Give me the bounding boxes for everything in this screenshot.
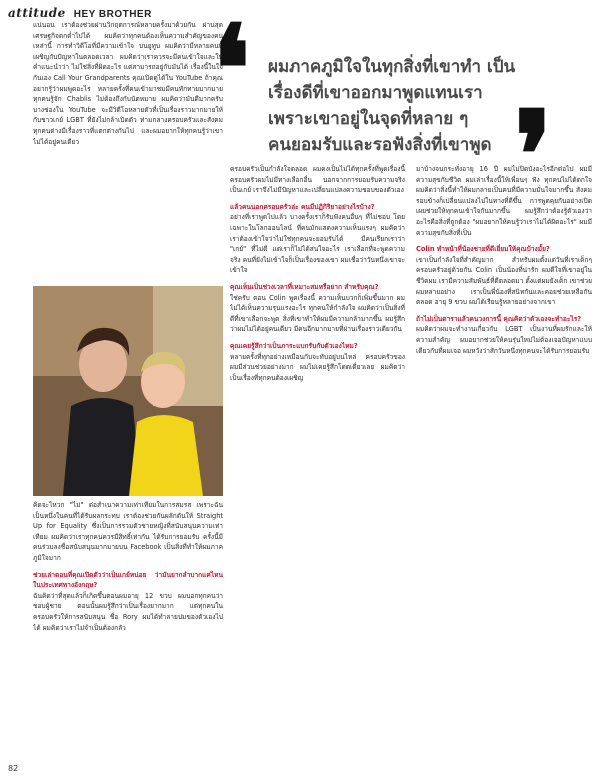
column-3 xyxy=(416,164,592,764)
body-paragraph: ใช่ครับ ตอน Colin พูดเรื่องนี้ ความเห็นบวกก็เพิ่มขึ้นมาก ผมไม่ได้เห็นความรุนแรงอะไร ทุกคนให้กำลังใจ ผมคิดว่าเป็นสิ่งที่ดีที่เขาเลือกจะพูด สิ่งที่เขาทำให้ผมมีความกล้ามากขึ้น ผมรู้สึกว่าผมไม่ได้อยู่คนเดียว มีคนอีกมากมายที่ผ่านเรื่องราวเดียวกัน xyxy=(230,293,405,334)
body-paragraph: เขาเป็นกำลังใจที่สำคัญมาก สำหรับผมตั้งแต่วันที่เราเด็กๆ ครอบครัวอยู่ด้วยกัน Colin เป็นน้องที่น่ารัก ผมดีใจที่เขาอยู่ในชีวิตผม เรามีความสัมพันธ์ที่ดีตลอดมา ตั้งแต่ผมยังเด็ก เขาช่วยผมหลายอย่าง เราเป็นพี่น้องที่สนิทกันและคอยช่วยเหลือกันตลอด อายุ 9 ขวบ ผมได้เรียนรู้หลายอย่างจากเขา xyxy=(416,255,592,307)
pull-quote-line: ผมภาคภูมิใจในทุกสิ่งที่เขาทำ เป็น xyxy=(268,57,516,77)
column-1-top xyxy=(33,20,223,280)
pull-quote-line: เพราะเขาอยู่ในจุดที่หลาย ๆ xyxy=(268,109,469,129)
question-heading: คุณเห็นเป็นช่วงเวลาที่เหมาะสมหรือยาก สำหรับคุณ? xyxy=(230,282,379,291)
body-paragraph: คิดจะไหวก "ไม่" ต่อสำเนาความเท่าเทียมในการสมรส เพราะฉันเป็นหนึ่งในคนที่ได้รับผลกระทบ เราต้องช่วยกันผลักดันให้ Straight Up for Equality ซึ่งเป็นการรวมตัวชายหญิงที่สนับสนุนความเท่าเทียม ผมคิดว่าเราทุกคนควรมีสิทธิ์เท่ากัน ได้รับการยอมรับ ครั้งนี้มีคนร่วมลงชื่อสนับสนุนมากมายบน Facebook เป็นสิ่งที่ทำให้ผมภาคภูมิใจมาก xyxy=(33,501,223,562)
body-paragraph: อย่างที่เราพูดไปแล้ว บางครั้งเราก็รับฟังคนอื่นๆ ที่ไม่ชอบ โดยเฉพาะในโลกออนไลน์ ที่คนมักแสดงความเห็นแรงๆ ผมคิดว่าเราต้องเข้าใจว่าไม่ใช่ทุกคนจะยอมรับได้ มีคนเรียกเราว่า "เกย์" ที่ไม่ดี แต่เราก็ไม่ได้สนใจอะไร เราเลือกที่จะพูดความจริง คนที่ยังไม่เข้าใจก็เป็นเรื่องของเขา ผมเชื่อว่าวันหนึ่งเขาจะเข้าใจ xyxy=(230,213,405,275)
body-paragraph: ครอบครัวเป็นกำลังใจตลอด ผมคงเป็นไม่ได้ทุกครั้งที่พูดเรื่องนี้ ครอบครัวผมไม่มีทางเลือกอื่น นอกจากการยอมรับความจริงเป็นเกย์ เราจึงไม่มีปัญหาและเปลี่ยนแปลงความชอบของตัวเอง xyxy=(230,165,405,195)
magazine-header xyxy=(8,6,152,20)
column-2 xyxy=(230,164,405,764)
body-paragraph: ผมคิดว่าผมจะทำงานเกี่ยวกับ LGBT เป็นงานที่ผมรักและให้ความสำคัญ ผมอยากช่วยให้คนรุ่นใหม่ไม่ต้องเจอปัญหาแบบเดียวกับที่ผมเจอ ผมหวังว่าสักวันหนึ่งทุกคนจะได้รับการยอมรับ xyxy=(416,325,592,355)
pull-quote xyxy=(268,54,558,158)
pull-quote-line: คนยอมรับและรอฟังสิ่งที่เขาพูด xyxy=(268,135,492,155)
close-quote-mark: ❜ xyxy=(514,85,553,226)
section-title: HEY BROTHER xyxy=(73,9,152,20)
magazine-brand: attitude xyxy=(8,6,66,20)
question-heading: Colin ทำหน้าที่น้องชายที่ดีเยี่ยมให้คุณบ้างมั้ย? xyxy=(416,245,550,254)
body-paragraph: แน่นอน เราต้องช่วยผ่านวิกฤตการณ์หลายครั้งมาด้วยกัน ผ่านสุดเศรษฐกิจตกต่ำไปได้ ผมคิดว่าทุกคนต้องเห็นความสำคัญของคนเหล่านี้ การทำวิดีโอที่มีความเข้าใจ บนยูทูบ ผมคิดว่ามีหลายคนที่เผชิญกับปัญหาในตลอดเวลา ผมคิดว่าเราควรจะมีคนเข้าใจและให้คำแนะนำว่า ไม่ใช่สิ่งที่ผิดอะไร แต่สามารถอยู่กับมันได้ เรื่องนี้ในใจกันเอง Call Your Grandparents คุณเปิดดูได้ใน YouTube ถ้าคุณอยากรู้ว่าผมพูดอะไร หลายครั้งที่คนเข้ามาชมมีคนทักทายมากมาย ทุกคนรู้จัก Chablis ไม่ต้องถึงกับนัดหมาย ผมคิดว่ามันดีมากครับ บางช่องใน YouTube จะมีวิดีโอหลายตัวที่เป็นเรื่องราวมากมายให้กับชาวเกย์ LGBT ที่ยังไม่กล้าเปิดตัว ท่ามกลางครอบครัวและสังคม ทุกคนต่างมีเรื่องราวที่แตกต่างกันไป และผมอยากให้ทุกคนรู้ว่าเขาไม่ได้อยู่คนเดียว xyxy=(33,21,223,146)
question-heading: ช่วยเล่าตอนที่คุณเปิดตัวว่าเป็นเกย์หน่อย ว่ามันยากลำบากแค่ไหนในประเทศทางอังกฤษ? xyxy=(33,570,223,590)
body-paragraph: ฉันคิดว่าที่สุดแล้วก็เกิดขึ้นตอนผมอายุ 12 ขวบ ผมบอกทุกคนว่าชอบผู้ชาย ตอนนั้นผมรู้สึกว่าเป็นเรื่องยากมาก แต่ทุกคนในครอบครัวให้การสนับสนุน ชื่อ Rory ผมได้ทำลายปมของตัวเองไปได้ ผมคิดว่าเราไม่จำเป็นต้องกลัว xyxy=(33,591,223,632)
column-1-bottom xyxy=(33,500,223,760)
body-paragraph: หลายครั้งที่ทุกอย่างเหมือนกับจะทับอยู่บนไหล่ ครอบครัวของผมมีส่วนช่วยอย่างมาก ผมไม่เคยรู้สึกโดดเดี่ยวเลย ผมคิดว่าเป็นเรื่องที่ทุกคนต้องเผชิญ xyxy=(230,352,405,382)
brothers-photo xyxy=(33,286,223,496)
open-quote-mark: ❛ xyxy=(212,0,251,140)
question-heading: ถ้าไม่เป็นดาราแล้วคนวงการนี้ คุณคิดว่าตัวเองจะทำอะไร? xyxy=(416,314,582,323)
pull-quote-line: เรื่องดีที่เขาออกมาพูดแทนเรา xyxy=(268,83,483,103)
question-heading: แล้วคนนอกครอบครัวล่ะ คนมีปฏิกิริยาอย่างไรบ้าง? xyxy=(230,202,375,211)
question-heading: คุณเคยรู้สึกว่าเป็นภาระแบกรับกับตัวเองไหม? xyxy=(230,341,358,350)
body-paragraph: มาบ้างจนกระทั่งอายุ 16 ปี ผมไม่ปิดบังอะไรอีกต่อไป ผมมีความสุขกับชีวิต ผมเล่าเรื่องนี้ให้เพื่อนๆ ฟัง ทุกคนไม่ได้ตกใจ ผมคิดว่าสิ่งนี้ทำให้ผมกลายเป็นคนที่มีความมั่นใจมากขึ้น สังคมรอบข้างก็เปลี่ยนแปลงไปในทางที่ดีขึ้น การพูดคุยกันอย่างเปิดเผยช่วยให้ทุกคนเข้าใจกันมากขึ้น ผมรู้สึกว่าต้องรู้ตัวเองว่าอะไรคือสิ่งที่ถูกต้อง "ผมอยากให้คนรู้ว่าเราไม่ได้ผิดอะไร" ผมมีความสุขกับสิ่งที่เป็น xyxy=(416,165,592,237)
photo-illustration xyxy=(33,286,223,496)
page-number: 82 xyxy=(8,764,19,773)
